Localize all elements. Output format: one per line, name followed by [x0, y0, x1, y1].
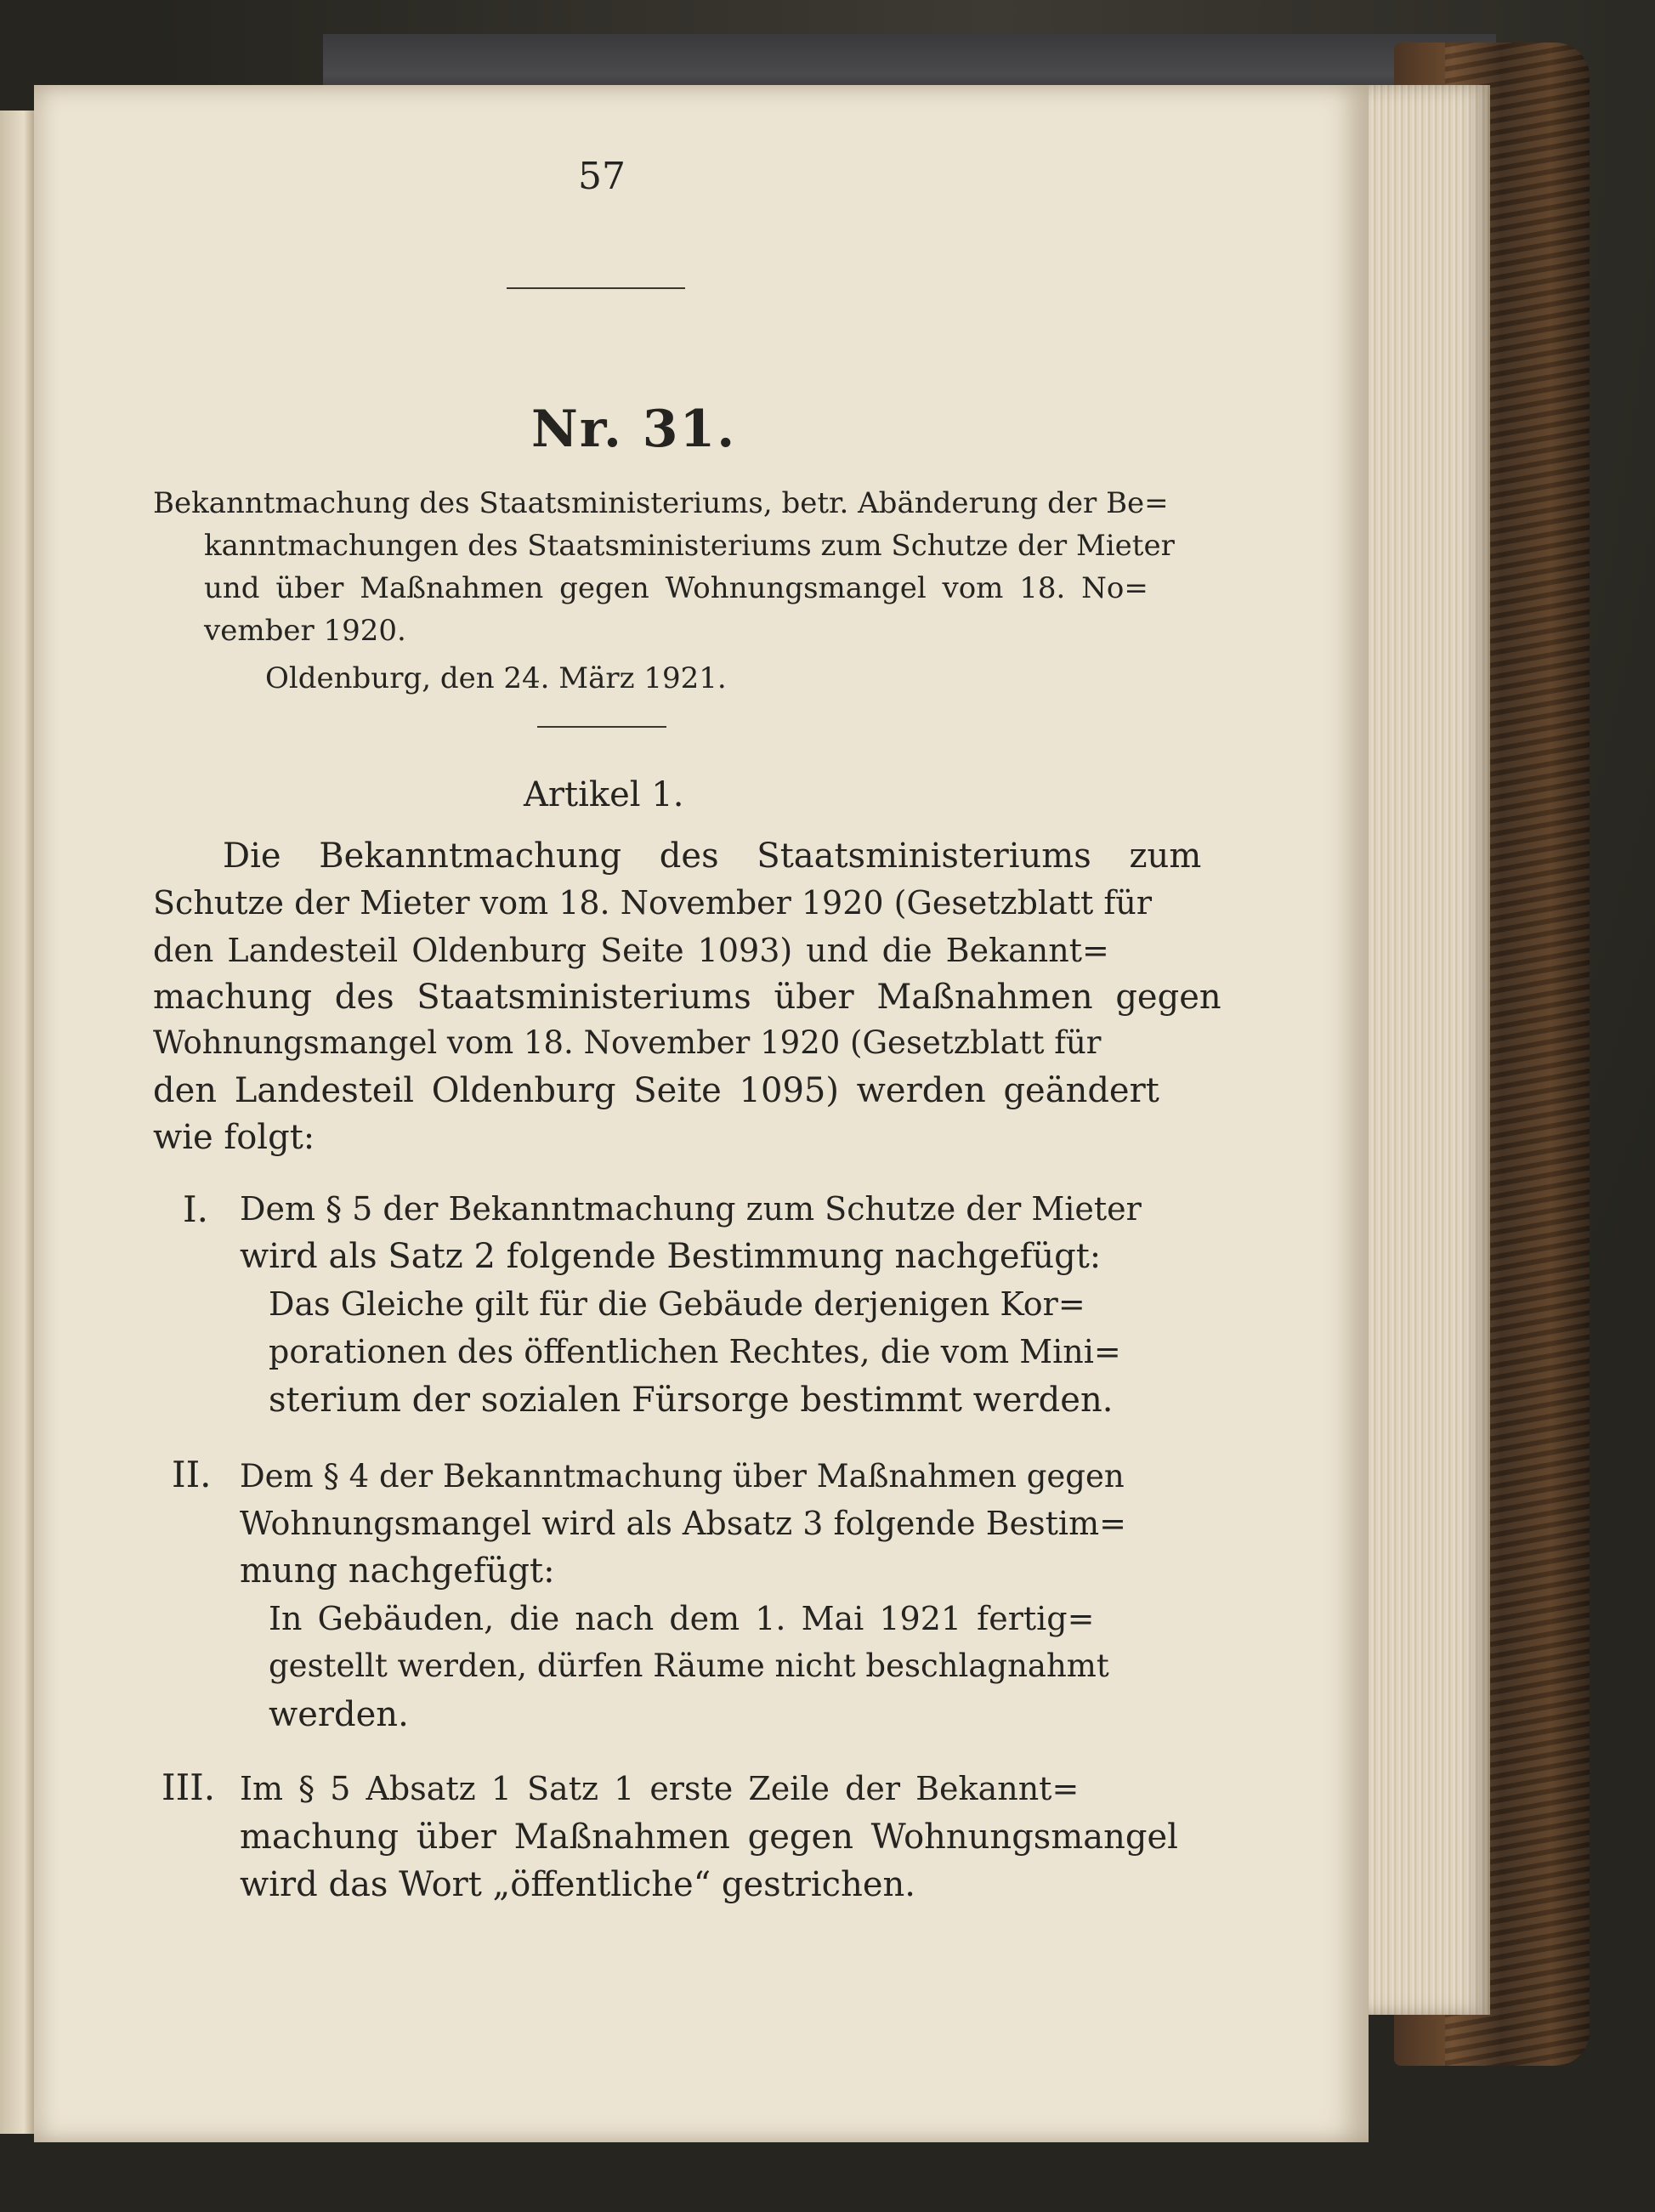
- section-rule: [537, 726, 666, 728]
- header-line: Bekanntmachung des Staatsministeriums, betr. Abänderung der Be=: [153, 486, 1169, 520]
- quote-line: gestellt werden, dürfen Räume nicht beschlagnahmt: [269, 1648, 1109, 1684]
- header-line: kanntmachungen des Staatsministeriums zum Schutze der Mieter: [204, 529, 1175, 563]
- section-line: wird das Wort „öffentliche“ gestrichen.: [240, 1865, 915, 1904]
- section-numeral: II.: [172, 1454, 212, 1495]
- intro-line: Schutze der Mieter vom 18. November 1920 (Gesetzblatt für: [153, 884, 1153, 922]
- article-title: Artikel 1.: [524, 775, 684, 814]
- left-page-edge: [0, 111, 34, 2134]
- intro-line: machung des Staatsministeriums über Maßnahmen gegen: [153, 978, 1221, 1017]
- document-number: Nr. 31.: [531, 400, 737, 459]
- quote-line: Das Gleiche gilt für die Gebäude derjenigen Kor=: [269, 1285, 1085, 1323]
- header-line: vember 1920.: [204, 614, 406, 648]
- quote-line: In Gebäuden, die nach dem 1. Mai 1921 fertig=: [269, 1600, 1095, 1637]
- page-number-rule: [507, 287, 685, 289]
- intro-line: wie folgt:: [153, 1118, 315, 1157]
- section-numeral: III.: [162, 1767, 216, 1808]
- header-line: und über Maßnahmen gegen Wohnungsmangel vom 18. No=: [204, 571, 1148, 605]
- section-line: Dem § 5 der Bekanntmachung zum Schutze der Mieter: [240, 1190, 1142, 1228]
- quote-line: porationen des öffentlichen Rechtes, die vom Mini=: [269, 1333, 1121, 1370]
- place-date: Oldenburg, den 24. März 1921.: [265, 661, 727, 695]
- section-line: Dem § 4 der Bekanntmachung über Maßnahmen gegen: [240, 1458, 1125, 1495]
- intro-line: Die Bekanntmachung des Staatsministeriums zum: [223, 837, 1202, 876]
- section-line: Wohnungsmangel wird als Absatz 3 folgende Bestim=: [240, 1505, 1126, 1542]
- intro-line: den Landesteil Oldenburg Seite 1093) und die Bekannt=: [153, 932, 1109, 969]
- quote-line: sterium der sozialen Fürsorge bestimmt werden.: [269, 1381, 1114, 1420]
- section-line: Im § 5 Absatz 1 Satz 1 erste Zeile der Bekannt=: [240, 1770, 1080, 1807]
- page-number: 57: [578, 155, 626, 198]
- section-numeral: I.: [183, 1188, 208, 1230]
- section-line: mung nachgefügt:: [240, 1551, 555, 1591]
- section-line: wird als Satz 2 folgende Bestimmung nachgefügt:: [240, 1237, 1102, 1276]
- quote-line: werden.: [269, 1695, 409, 1734]
- intro-line: Wohnungsmangel vom 18. November 1920 (Gesetzblatt für: [153, 1024, 1102, 1061]
- intro-line: den Landesteil Oldenburg Seite 1095) werden geändert: [153, 1071, 1159, 1110]
- section-line: machung über Maßnahmen gegen Wohnungsmangel: [240, 1818, 1178, 1857]
